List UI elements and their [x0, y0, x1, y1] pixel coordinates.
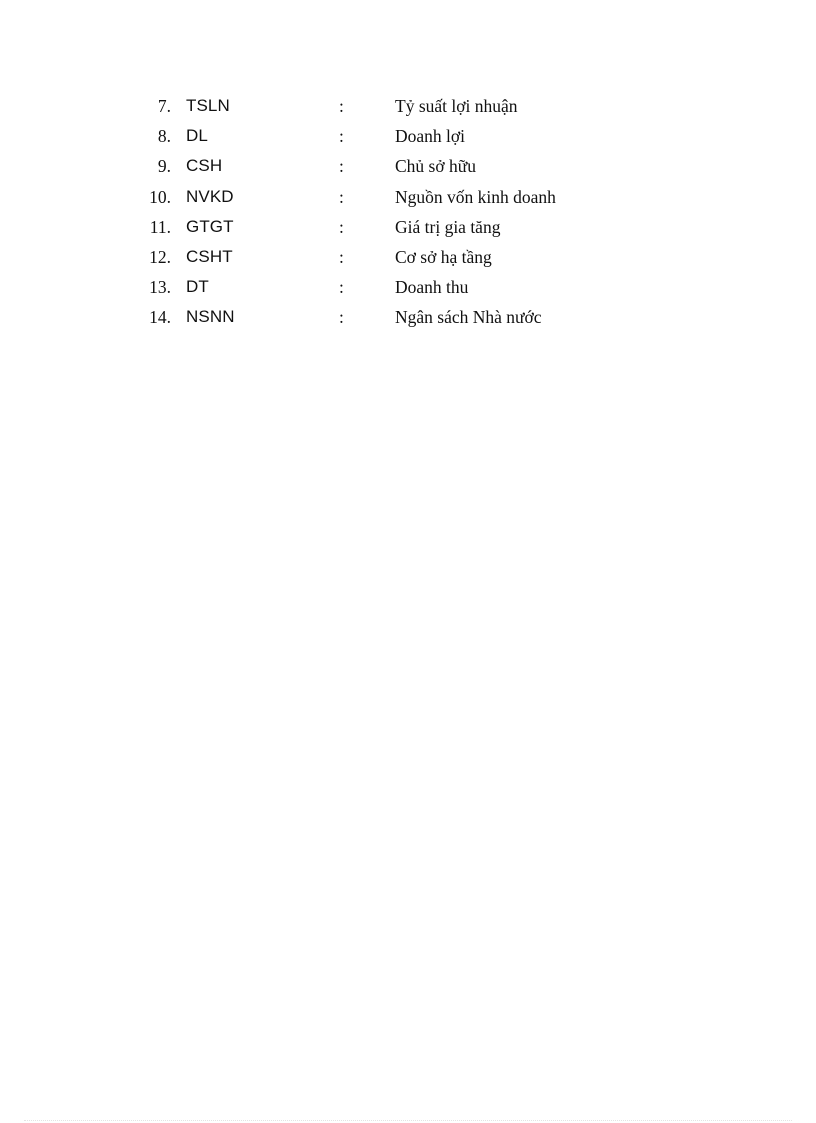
item-separator: : [339, 216, 344, 237]
item-abbreviation: NVKD [186, 186, 234, 206]
item-separator: : [339, 156, 344, 177]
item-number: 13. [149, 277, 171, 298]
item-separator: : [339, 307, 344, 328]
list-item [0, 122, 816, 152]
abbreviation-list [0, 92, 816, 334]
item-abbreviation: TSLN [186, 96, 230, 115]
list-item [0, 92, 816, 122]
item-meaning: Chủ sở hữu [395, 156, 476, 177]
item-separator: : [339, 246, 344, 267]
item-meaning: Tỷ suất lợi nhuận [395, 96, 518, 116]
item-abbreviation: CSHT [186, 246, 233, 266]
item-number: 9. [157, 156, 171, 177]
item-meaning: Ngân sách Nhà nước [395, 307, 542, 328]
item-number: 14. [149, 307, 171, 328]
item-abbreviation: DL [186, 126, 208, 146]
item-number: 8. [157, 126, 171, 147]
item-meaning: Doanh lợi [395, 126, 466, 147]
item-abbreviation: DT [186, 277, 209, 297]
item-number: 11. [149, 216, 171, 237]
item-separator: : [339, 277, 344, 298]
item-meaning: Giá trị gia tăng [395, 216, 501, 237]
list-item [0, 213, 816, 243]
list-item [0, 183, 816, 213]
page-bottom-divider [24, 1120, 792, 1121]
item-number: 7. [157, 96, 171, 116]
item-number: 10. [149, 186, 171, 207]
item-meaning: Cơ sở hạ tầng [395, 246, 492, 267]
item-abbreviation: CSH [186, 156, 223, 176]
item-meaning: Nguồn vốn kinh doanh [395, 186, 556, 207]
item-separator: : [339, 96, 344, 116]
list-item [0, 152, 816, 182]
list-item [0, 273, 816, 303]
item-meaning: Doanh thu [395, 277, 469, 298]
list-item [0, 243, 816, 273]
item-abbreviation: GTGT [186, 216, 234, 236]
item-separator: : [339, 186, 344, 207]
item-number: 12. [149, 246, 171, 267]
list-item [0, 303, 816, 333]
item-abbreviation: NSNN [186, 307, 235, 327]
item-separator: : [339, 126, 344, 147]
